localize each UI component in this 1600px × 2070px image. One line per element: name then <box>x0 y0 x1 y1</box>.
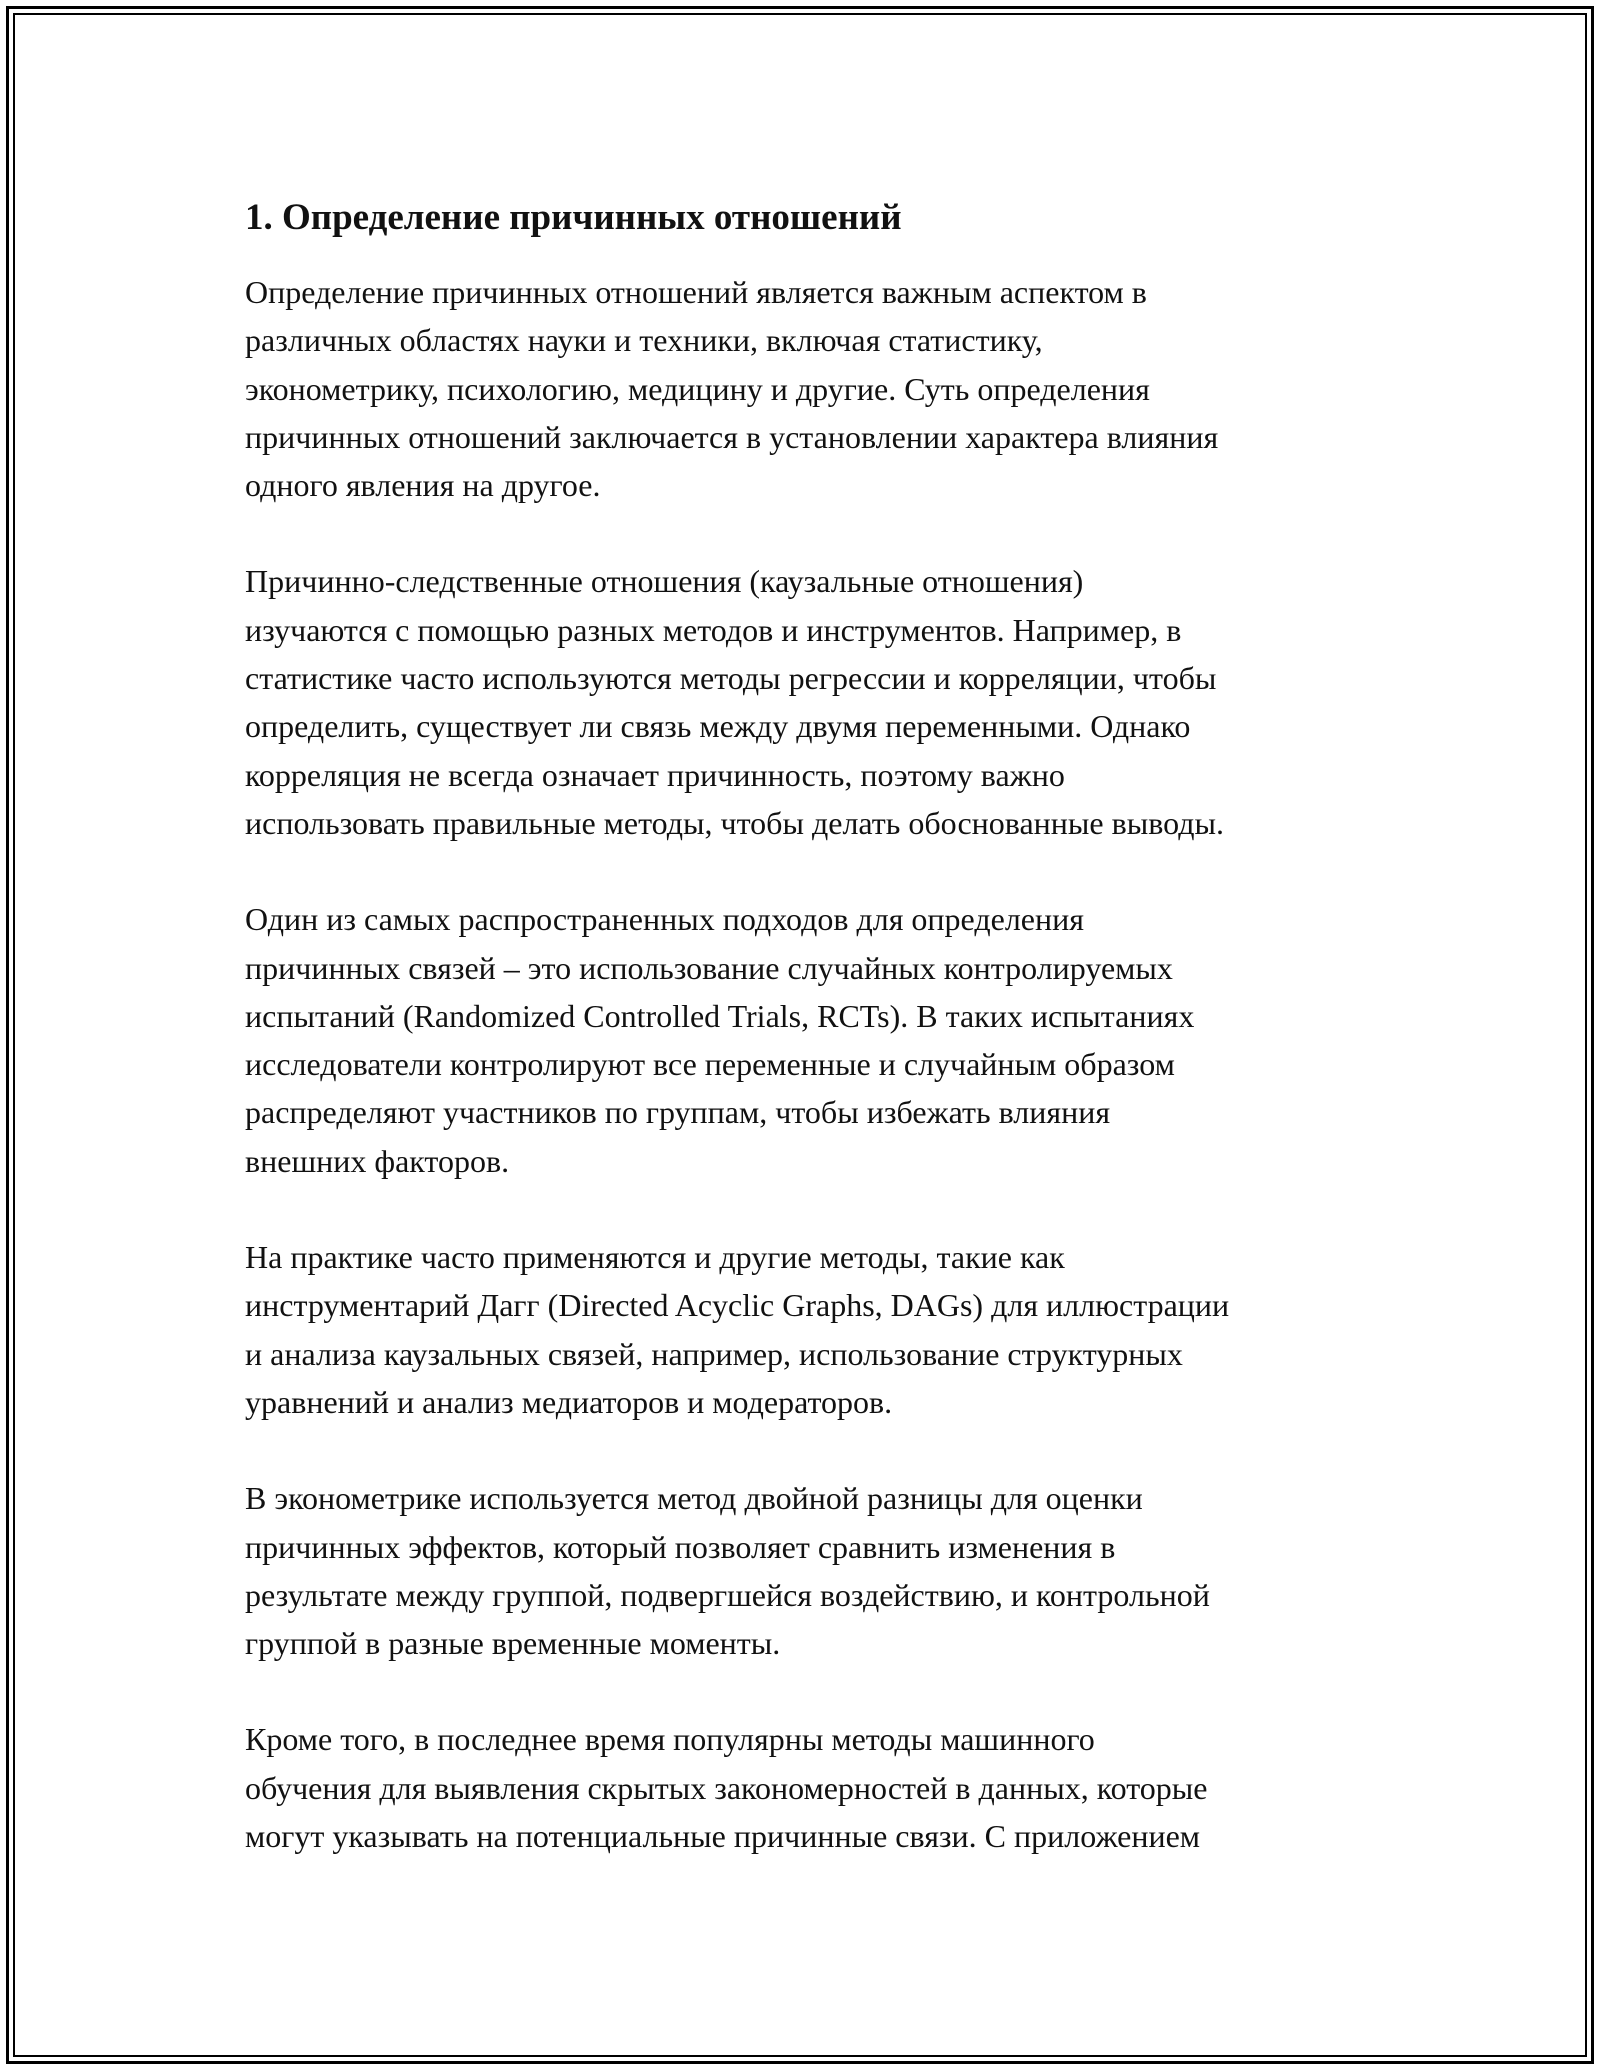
paragraph-line: инструментарий Дагг (Directed Acyclic Graphs, DAGs) для иллюстрации <box>245 1287 1230 1324</box>
document-body <box>245 194 1395 1908</box>
paragraph-3 <box>245 895 1395 1185</box>
paragraph-line: причинных эффектов, который позволяет сравнить изменения в <box>245 1528 1116 1565</box>
page-frame <box>6 6 1594 2064</box>
paragraph-line: причинных отношений заключается в установлении характера влияния <box>245 418 1219 455</box>
paragraph-line: В эконометрике используется метод двойной разницы для оценки <box>245 1480 1143 1517</box>
paragraph-line: испытаний (Randomized Controlled Trials, RCTs). В таких испытаниях <box>245 997 1195 1034</box>
paragraph-5 <box>245 1474 1395 1667</box>
paragraph-line: корреляция не всегда означает причинность, поэтому важно <box>245 756 1065 793</box>
paragraph-line: На практике часто применяются и другие методы, такие как <box>245 1239 1065 1276</box>
paragraph-line: Причинно-следственные отношения (каузальные отношения) <box>245 563 1084 600</box>
paragraph-line: статистике часто используются методы регрессии и корреляции, чтобы <box>245 660 1217 697</box>
paragraph-2 <box>245 557 1395 847</box>
paragraph-line: группой в разные временные моменты. <box>245 1625 781 1662</box>
section-heading: 1. Определение причинных отношений <box>245 197 902 238</box>
paragraph-4 <box>245 1233 1395 1426</box>
paragraph-line: определить, существует ли связь между двумя переменными. Однако <box>245 708 1191 745</box>
paragraph-line: и анализа каузальных связей, например, использование структурных <box>245 1335 1183 1372</box>
paragraph-line: внешних факторов. <box>245 1142 510 1179</box>
paragraph-line: эконометрику, психологию, медицину и другие. Суть определения <box>245 370 1150 407</box>
paragraph-line: Один из самых распространенных подходов для определения <box>245 901 1084 938</box>
paragraph-line: Кроме того, в последнее время популярны методы машинного <box>245 1721 1095 1758</box>
paragraph-1 <box>245 268 1395 509</box>
paragraph-line: распределяют участников по группам, чтобы избежать влияния <box>245 1094 1111 1131</box>
paragraph-line: результате между группой, подвергшейся воздействию, и контрольной <box>245 1576 1210 1613</box>
paragraph-6 <box>245 1715 1395 1860</box>
paragraph-line: одного явления на другое. <box>245 467 601 504</box>
paragraph-line: изучаются с помощью разных методов и инструментов. Например, в <box>245 611 1182 648</box>
paragraph-line: могут указывать на потенциальные причинные связи. С приложением <box>245 1818 1201 1855</box>
paragraph-line: использовать правильные методы, чтобы делать обоснованные выводы. <box>245 804 1224 841</box>
paragraph-line: Определение причинных отношений является важным аспектом в <box>245 274 1147 310</box>
paragraph-line: причинных связей – это использование случайных контролируемых <box>245 949 1173 986</box>
paragraph-line: исследователи контролируют все переменные и случайным образом <box>245 1046 1175 1083</box>
paragraph-line: обучения для выявления скрытых закономерностей в данных, которые <box>245 1769 1208 1806</box>
paragraph-line: уравнений и анализ медиаторов и модераторов. <box>245 1383 893 1420</box>
paragraph-line: различных областях науки и техники, включая статистику, <box>245 322 1043 359</box>
